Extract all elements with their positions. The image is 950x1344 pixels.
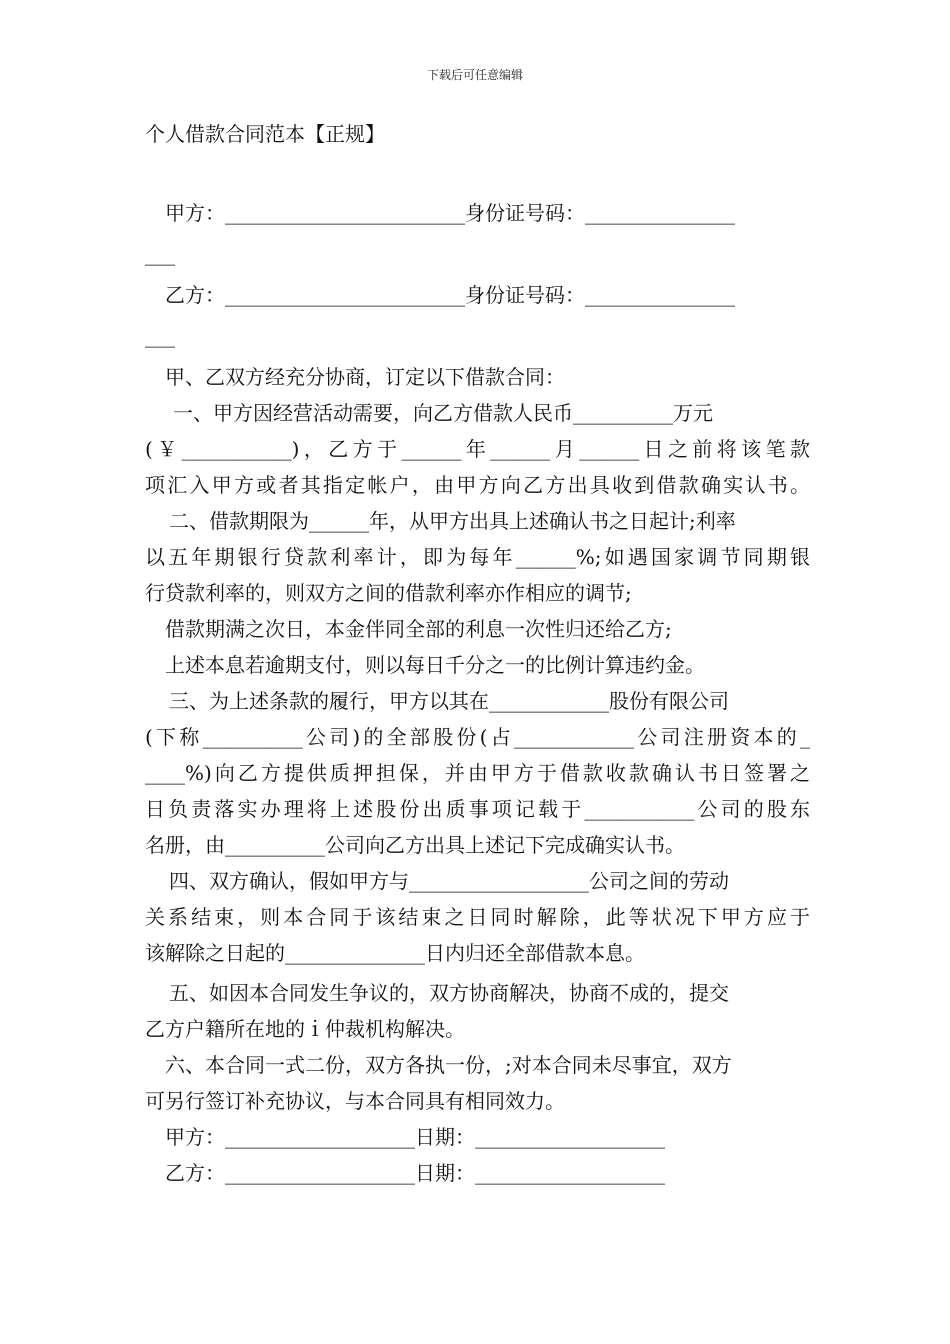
contract-line: 借款期满之次日，本金伴同全部的利息一次性归还给乙方; bbox=[165, 617, 672, 641]
contract-line: ____%)向乙方提供质押担保，并由甲方于借款收款确认书日签署之 bbox=[145, 761, 810, 785]
contract-line: 三、为上述条款的履行，甲方以其在____________股份有限公司 bbox=[169, 689, 729, 713]
contract-line: 乙方户籍所在地的ｉ仲裁机构解决。 bbox=[145, 1017, 465, 1041]
contract-line: (下称__________公司)的全部股份(占____________公司注册资本的_ bbox=[145, 725, 810, 749]
download-note: 下载后可任意编辑 bbox=[426, 68, 523, 82]
contract-line: 关系结束，则本合同于该结束之日同时解除，此等状况下甲方应于 bbox=[145, 905, 810, 929]
contract-line: 甲、乙双方经充分协商，订定以下借款合同： bbox=[165, 365, 565, 389]
contract-line: 可另行签订补充协议，与本合同具有相同效力。 bbox=[145, 1089, 565, 1113]
contract-line: 四、双方确认，假如甲方与__________________公司之间的劳动 bbox=[169, 869, 729, 893]
contract-line: 日负责落实办理将上述股份出质事项记载于___________公司的股东 bbox=[145, 797, 810, 821]
contract-line: 以五年期银行贷款利率计，即为每年______%;如遇国家调节同期银 bbox=[145, 545, 810, 569]
contract-line: 五、如因本合同发生争议的，双方协商解决，协商不成的，提交 bbox=[169, 981, 729, 1005]
document-title: 个人借款合同范本【正规】 bbox=[145, 122, 385, 146]
contract-line: 乙方：___________________日期：___________________ bbox=[165, 1161, 665, 1185]
contract-line: 乙方：________________________身份证号码：_______________ bbox=[165, 283, 735, 307]
contract-line: ___ bbox=[145, 324, 175, 348]
contract-line: 名册，由__________公司向乙方出具上述记下完成确实认书。 bbox=[145, 833, 685, 857]
contract-line: 甲方：________________________身份证号码：_______________ bbox=[165, 201, 735, 225]
contract-line: 上述本息若逾期支付，则以每日千分之一的比例计算违约金。 bbox=[165, 653, 705, 677]
contract-line: 该解除之日起的______________日内归还全部借款本息。 bbox=[145, 941, 645, 965]
contract-line: 二、借款期限为______年，从甲方出具上述确认书之日起计;利率 bbox=[169, 509, 736, 533]
contract-line: ___ bbox=[145, 242, 175, 266]
contract-line: 六、本合同一式二份，双方各执一份，;对本合同未尽事宜，双方 bbox=[165, 1053, 732, 1077]
contract-line: (￥___________)，乙方于______年______月______日之前将该笔款 bbox=[145, 437, 810, 461]
contract-line: 项汇入甲方或者其指定帐户，由甲方向乙方出具收到借款确实认书。 bbox=[145, 473, 810, 497]
contract-line: 一、甲方因经营活动需要，向乙方借款人民币__________万元 bbox=[173, 401, 713, 425]
contract-line: 甲方：___________________日期：___________________ bbox=[165, 1125, 665, 1149]
contract-line: 行贷款利率的，则双方之间的借款利率亦作相应的调节; bbox=[145, 581, 632, 605]
